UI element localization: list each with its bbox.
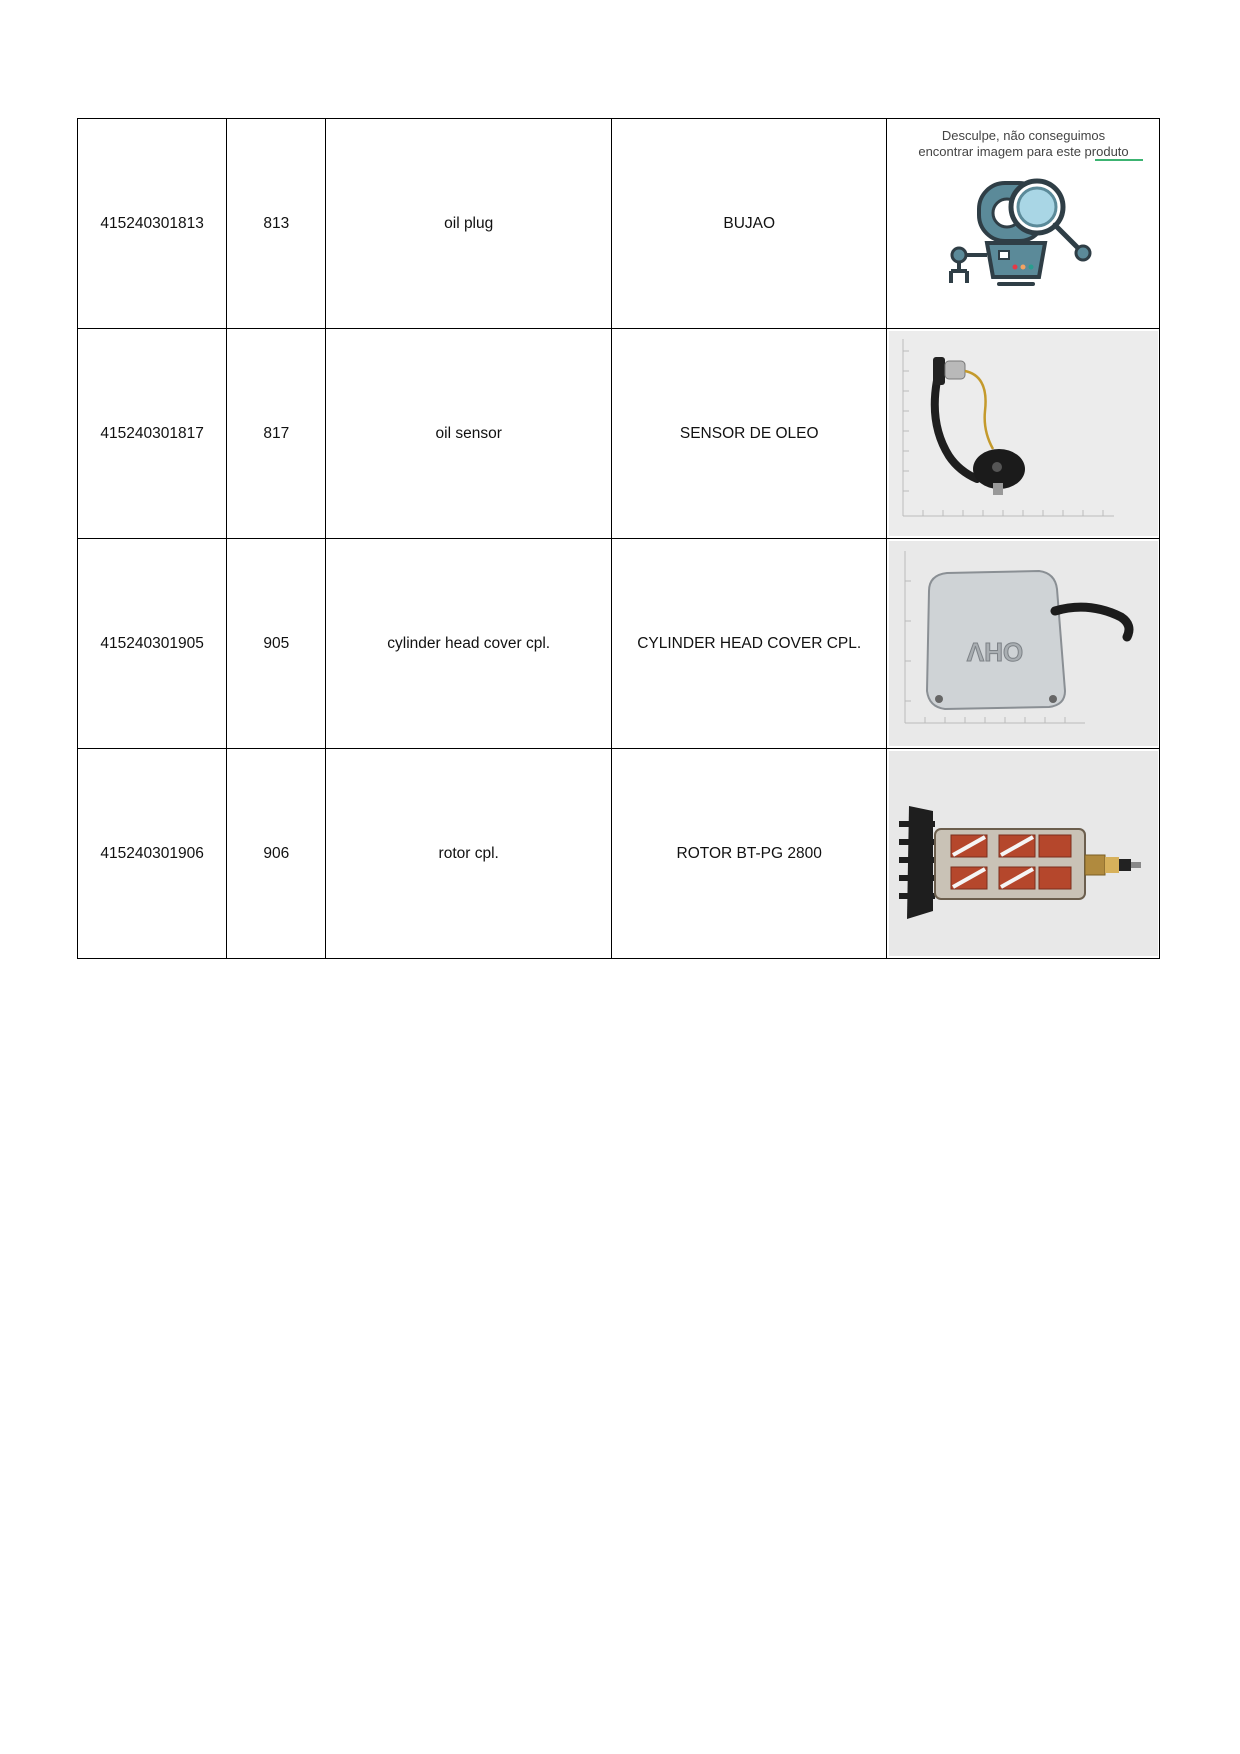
rotor-photo [889, 751, 1158, 956]
table-row [78, 749, 1160, 959]
cylinder-head-cover-photo [889, 541, 1158, 746]
table-row [78, 119, 1160, 329]
part-name-en: oil plug [326, 119, 612, 329]
part-name-pt: SENSOR DE OLEO [611, 329, 887, 539]
table-row [78, 539, 1160, 749]
robot-magnifier-icon [951, 181, 1090, 284]
part-image-cell [887, 119, 1160, 329]
placeholder-text-line2: encontrar imagem para este [918, 144, 1085, 159]
ohv-emboss: OHV [966, 637, 1023, 667]
placeholder-text-line1: Desculpe, não conseguimos [941, 128, 1105, 143]
part-name-pt: CYLINDER HEAD COVER CPL. [611, 539, 887, 749]
oil-sensor-photo [889, 331, 1158, 536]
part-name-pt: ROTOR BT-PG 2800 [611, 749, 887, 959]
part-image-cell [887, 329, 1160, 539]
placeholder-text-link: produto [1084, 144, 1129, 159]
part-position: 905 [227, 539, 326, 749]
part-image-cell [887, 749, 1160, 959]
svg-text:encontrar imagem para este pro [918, 144, 1128, 159]
part-code: 415240301813 [78, 119, 227, 329]
part-code: 415240301905 [78, 539, 227, 749]
no-image-placeholder [889, 121, 1158, 326]
part-position: 813 [227, 119, 326, 329]
part-position: 906 [227, 749, 326, 959]
part-name-en: oil sensor [326, 329, 612, 539]
part-code: 415240301817 [78, 329, 227, 539]
part-name-pt: BUJAO [611, 119, 887, 329]
part-image-cell [887, 539, 1160, 749]
part-code: 415240301906 [78, 749, 227, 959]
parts-table [77, 118, 1160, 959]
part-name-en: cylinder head cover cpl. [326, 539, 612, 749]
part-name-en: rotor cpl. [326, 749, 612, 959]
table-row [78, 329, 1160, 539]
part-position: 817 [227, 329, 326, 539]
